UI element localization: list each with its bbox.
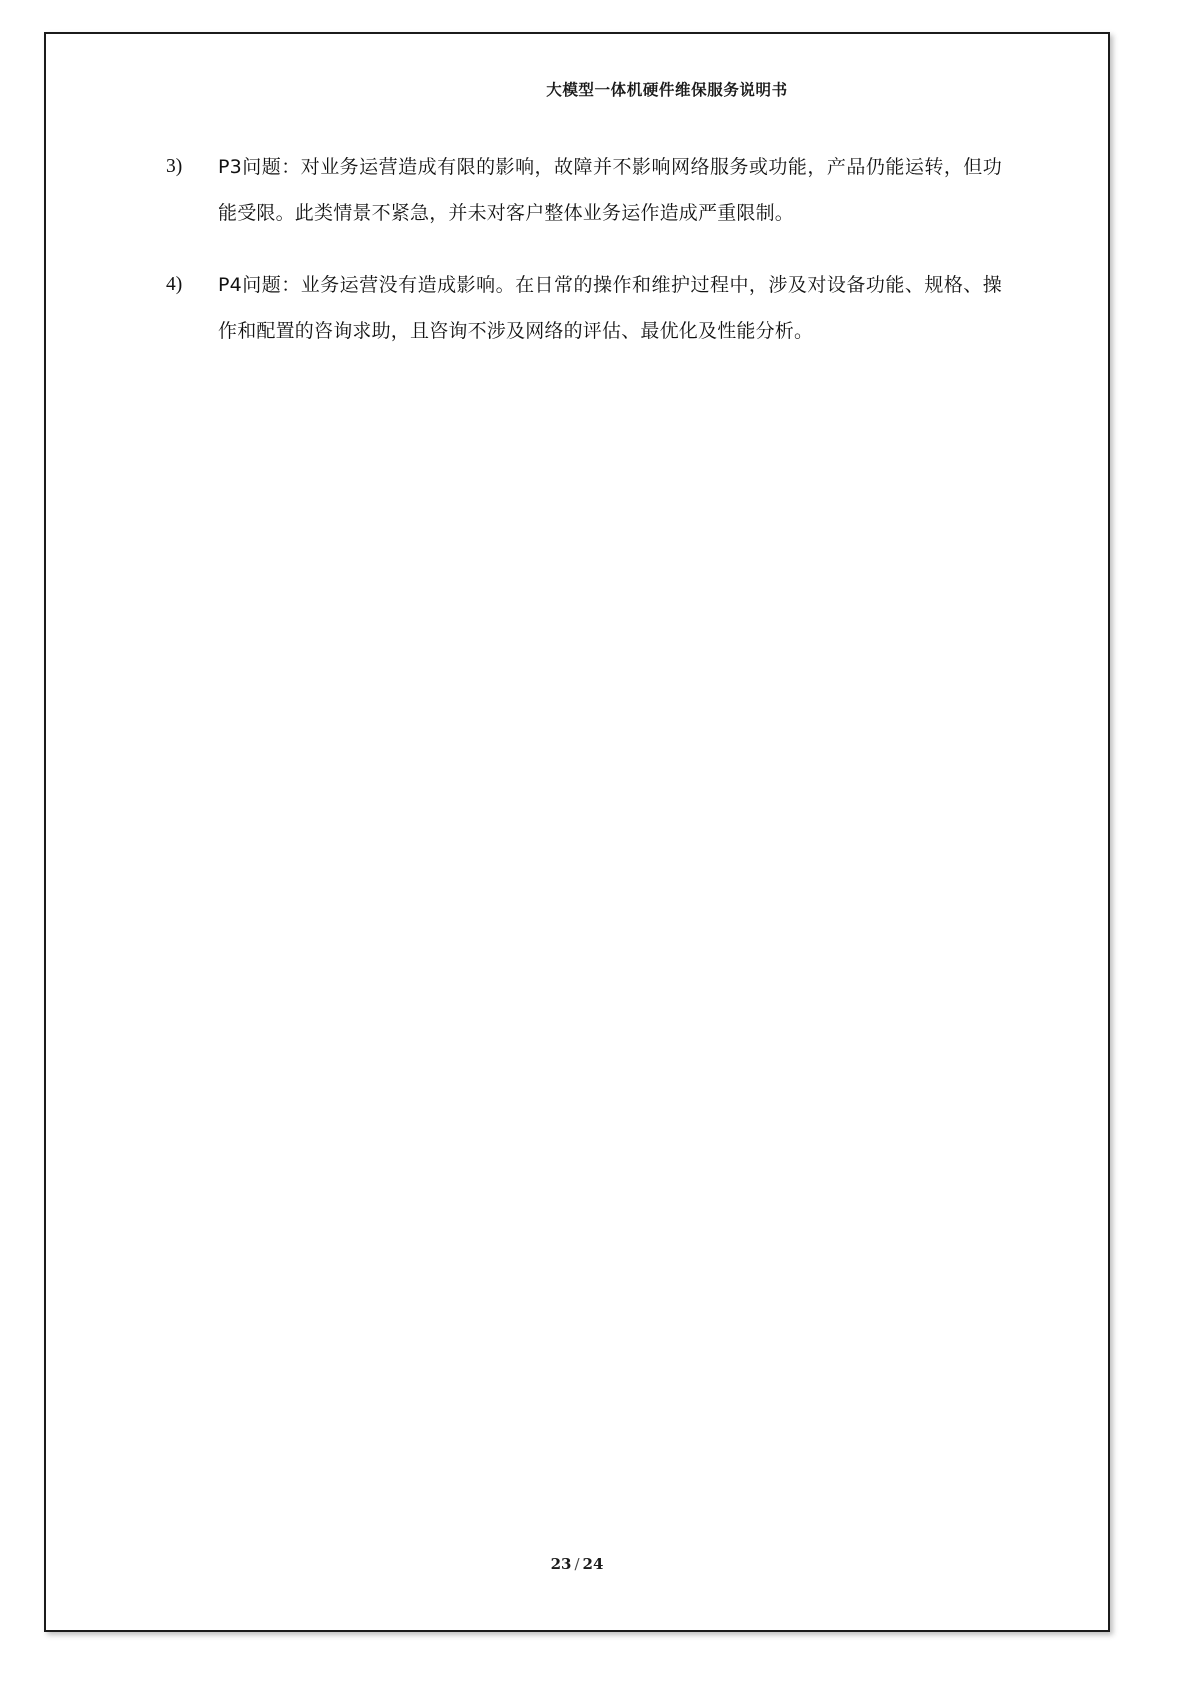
current-page-number: 23 bbox=[550, 1555, 572, 1573]
list-item-text: P3问题：对业务运营造成有限的影响，故障并不影响网络服务或功能，产品仍能运转，但功能受限。此类情景不紧急，并未对客户整体业务运作造成严重限制。 bbox=[218, 156, 1002, 224]
total-page-number: 24 bbox=[582, 1555, 604, 1573]
list-item-marker: 4) bbox=[166, 274, 183, 295]
list-item bbox=[166, 144, 1002, 236]
document-body bbox=[166, 144, 1002, 380]
page-header bbox=[46, 78, 1108, 100]
page-footer bbox=[46, 1555, 1108, 1574]
page-number-separator: / bbox=[574, 1555, 580, 1573]
header-title: 大模型一体机硬件维保服务说明书 bbox=[546, 80, 788, 99]
list-item-marker: 3) bbox=[166, 156, 183, 177]
page-number bbox=[551, 1555, 604, 1573]
page-sheet-border bbox=[44, 32, 1110, 1632]
list-item-text: P4问题：业务运营没有造成影响。在日常的操作和维护过程中，涉及对设备功能、规格、操作和配置的咨询求助，且咨询不涉及网络的评估、最优化及性能分析。 bbox=[218, 274, 1002, 342]
list-item bbox=[166, 262, 1002, 354]
